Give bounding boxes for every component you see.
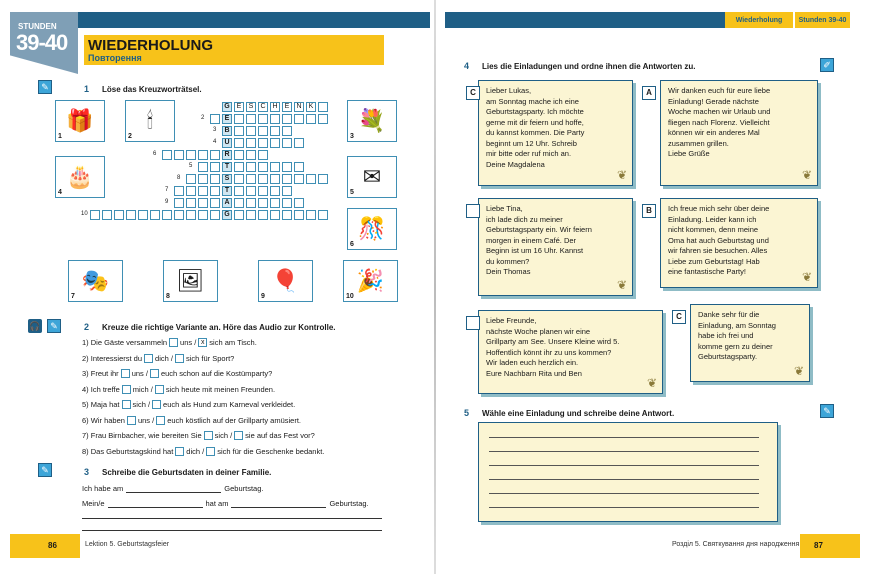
crossword-cell[interactable] [258, 174, 268, 184]
picture-number: 2 [128, 133, 132, 140]
crossword-cell[interactable] [246, 114, 256, 124]
crossword-cell[interactable] [210, 198, 220, 208]
ex2-number: 2 [84, 322, 90, 332]
crossword-solution-cell: U [222, 138, 232, 148]
crossword-cell[interactable] [90, 210, 100, 220]
ornament-icon: ❦ [802, 168, 813, 182]
crossword-cell[interactable] [234, 150, 244, 160]
ex2-option: sich für Sport? [185, 353, 235, 363]
right-lesson-tag: Stunden 39-40 [795, 12, 850, 28]
picture-icon: 🎈 [271, 268, 300, 293]
checkbox[interactable] [144, 354, 153, 363]
crossword-cell[interactable] [210, 174, 220, 184]
crossword-picture [163, 260, 218, 302]
crossword-cell[interactable] [234, 186, 244, 196]
card-text [486, 86, 627, 170]
crossword-solution-cell: T [222, 162, 232, 172]
picture-number: 5 [350, 189, 354, 196]
ex2-option: sich / [214, 431, 233, 440]
crossword-cell[interactable] [150, 210, 160, 220]
crossword-filled-cell: E [234, 102, 244, 112]
crossword-clue-number: 8 [177, 175, 181, 181]
crossword-clue-number: 6 [153, 151, 157, 157]
card-text [486, 204, 627, 278]
ex2-option: euch schon auf die Kostümparty? [160, 369, 273, 378]
ornament-icon: ❦ [617, 168, 628, 182]
crossword-cell[interactable] [294, 198, 304, 208]
ex3-blank[interactable] [231, 499, 326, 508]
picture-icon: 💐 [358, 108, 386, 133]
page-title: WIEDERHOLUNG [88, 37, 213, 54]
writing-line[interactable] [489, 493, 759, 494]
writing-line[interactable] [489, 479, 759, 480]
picture-icon: 🎭 [81, 268, 110, 293]
crossword-cell[interactable] [210, 114, 220, 124]
lesson-label: STUNDEN [18, 22, 57, 31]
card-line: zusammen grillen. [668, 138, 729, 148]
top-bar-left [45, 12, 430, 28]
ex3-text: Ich habe am [82, 484, 124, 493]
crossword-cell[interactable] [234, 174, 244, 184]
writing-line[interactable] [489, 465, 759, 466]
ex3-text: Geburtstag. [329, 499, 369, 508]
page-number-left: 86 [48, 541, 57, 550]
card-line: Dein Thomas [486, 267, 531, 276]
crossword-cell[interactable] [186, 198, 196, 208]
card-line: Geburtstagsparty ein. Wir feiern [486, 225, 592, 234]
checkbox[interactable] [175, 354, 184, 363]
crossword-cell[interactable] [294, 162, 304, 172]
card-text [698, 310, 804, 363]
card-line: morgen in einem Café. Der [486, 235, 577, 245]
crossword-cell[interactable] [174, 210, 184, 220]
ex1-number: 1 [84, 84, 90, 94]
checkbox[interactable] [121, 369, 130, 378]
card-line: Beginn ist um 16 Uhr. Kannst [486, 246, 584, 255]
card-line: Eure Nachbarn Rita und Ben [486, 368, 582, 378]
crossword-cell[interactable] [282, 138, 292, 148]
picture-number: 3 [350, 133, 354, 140]
card-line: Grillparty am See. Unsere Kleine wird 5. [486, 337, 620, 346]
card-line: nächste Woche planen wir eine [486, 326, 591, 336]
crossword-cell[interactable] [258, 114, 268, 124]
writing-line[interactable] [489, 437, 759, 438]
crossword-cell[interactable] [306, 210, 316, 220]
crossword-solution-cell: G [222, 102, 232, 112]
checkbox[interactable] [155, 385, 164, 394]
crossword-cell[interactable] [210, 186, 220, 196]
card-line: Liebe zum Geburtstag! Hab [668, 256, 760, 266]
card-line: können wir ein anderes Mal [668, 128, 760, 137]
ex2-text: 7) Frau Birnbacher, wie bereiten Sie [82, 431, 202, 440]
picture-icon: ✉ [362, 164, 382, 189]
card-line: Liebe Grüße [668, 149, 710, 158]
ex4-number: 4 [464, 61, 470, 71]
card-line: Lieber Lukas, [486, 86, 532, 95]
crossword-clue-number: 10 [81, 211, 88, 217]
card-line: Liebe Freunde, [486, 316, 537, 325]
ex2-item [82, 431, 315, 440]
crossword-cell[interactable] [246, 210, 256, 220]
ex2-option: uns / [131, 369, 148, 378]
crossword-cell[interactable] [198, 162, 208, 172]
picture-icon: 🎂 [66, 164, 94, 189]
ex2-item [82, 385, 275, 394]
crossword-cell[interactable] [234, 126, 244, 136]
pencil-icon: ✎ [47, 319, 61, 333]
crossword-filled-cell: H [270, 102, 280, 112]
crossword-clue-number: 5 [189, 163, 193, 169]
crossword-cell[interactable] [210, 162, 220, 172]
ex2-option: mich / [132, 384, 153, 394]
answer-letter-box[interactable] [466, 316, 480, 330]
ornament-icon: ❦ [802, 270, 813, 284]
crossword-filled-cell: N [294, 102, 304, 112]
ex2-item [82, 338, 257, 347]
checkbox[interactable] [150, 369, 159, 378]
crossword-picture [125, 100, 175, 142]
picture-icon: 🖼 [176, 268, 205, 293]
crossword-cell[interactable] [258, 138, 268, 148]
card-line: beginnt um 12 Uhr. Schreib [486, 138, 577, 148]
footer-bar-right [800, 534, 860, 558]
crossword-cell[interactable] [294, 174, 304, 184]
ex2-instruction: Kreuze die richtige Variante an. Höre das Audio zur Kontrolle. [102, 323, 336, 332]
crossword-cell[interactable] [234, 198, 244, 208]
crossword-cell[interactable] [126, 210, 136, 220]
crossword-cell[interactable] [174, 186, 184, 196]
ex3-text: hat am [205, 499, 229, 508]
card-text [486, 316, 657, 379]
picture-number: 10 [346, 293, 354, 300]
crossword-cell[interactable] [186, 210, 196, 220]
ex2-text: 1) Die Gäste versammeln [82, 338, 168, 347]
crossword-cell[interactable] [198, 210, 208, 220]
crossword-cell[interactable] [270, 186, 280, 196]
crossword-cell[interactable] [318, 174, 328, 184]
crossword-cell[interactable] [282, 198, 292, 208]
picture-number: 4 [58, 189, 62, 196]
checkbox[interactable] [122, 385, 131, 394]
crossword-solution-cell: G [222, 210, 232, 220]
card-line: Deine Magdalena [486, 159, 545, 169]
ex2-option: uns / [180, 338, 197, 347]
checkbox[interactable] [127, 416, 136, 425]
crossword-cell[interactable] [246, 138, 256, 148]
writing-line[interactable] [82, 518, 382, 519]
pencil-icon: ✎ [38, 463, 52, 477]
ex2-text: 8) Das Geburtstagskind hat [82, 446, 174, 456]
writing-line[interactable] [82, 530, 382, 531]
ex2-option: euch als Hund zum Karneval verkleidet. [163, 400, 296, 409]
ex2-option: sie auf das Fest vor? [245, 431, 315, 440]
answer-letter: C [672, 310, 686, 324]
card-text [668, 204, 812, 278]
crossword-cell[interactable] [246, 198, 256, 208]
picture-number: 7 [71, 293, 75, 300]
picture-number: 8 [166, 293, 170, 300]
ex3-line1 [82, 484, 263, 493]
crossword-filled-cell: C [258, 102, 268, 112]
crossword-picture [347, 156, 397, 198]
headphones-icon[interactable]: 🎧 [29, 321, 41, 331]
crossword-filled-cell: K [306, 102, 316, 112]
ex2-text: 5) Maja hat [82, 400, 120, 409]
ex3-text: Mein/e [82, 499, 105, 508]
crossword-cell[interactable] [270, 162, 280, 172]
ex2-option: sich für die Geschenke bedankt. [217, 446, 325, 456]
ex3-text: Geburtstag. [224, 484, 264, 493]
answer-letter: A [642, 86, 656, 100]
crossword-cell[interactable] [198, 174, 208, 184]
writing-line[interactable] [489, 507, 759, 508]
answer-letter: B [642, 204, 656, 218]
crossword-solution-cell: A [222, 198, 232, 208]
crossword-cell[interactable] [246, 150, 256, 160]
answer-letter-box[interactable] [466, 204, 480, 218]
card-line: mir bitte oder ruf mich an. [486, 149, 572, 158]
writing-line[interactable] [489, 451, 759, 452]
ex2-option: dich / [155, 353, 173, 363]
checkbox[interactable] [175, 447, 184, 456]
lesson-number: 39-40 [16, 30, 68, 55]
pencil-icon: ✎ [820, 404, 834, 418]
crossword-cell[interactable] [114, 210, 124, 220]
ex5-number: 5 [464, 408, 470, 418]
pencil-icon: ✎ [38, 80, 52, 94]
checkbox[interactable] [156, 416, 165, 425]
crossword-cell[interactable] [234, 114, 244, 124]
crossword-cell[interactable] [258, 162, 268, 172]
card-text [668, 86, 812, 160]
card-line: Oma hat auch Geburtstag und [668, 235, 769, 245]
card-line: Einladung, am Sonntag [698, 320, 776, 330]
ex2-option: dich / [186, 446, 205, 456]
checkbox[interactable] [152, 400, 161, 409]
crossword-solution-cell: E [222, 114, 232, 124]
crossword-cell[interactable] [258, 210, 268, 220]
card-line: Danke sehr für die [698, 310, 760, 319]
ex2-option: sich heute mit meinen Freunden. [165, 384, 276, 394]
ex4-instruction: Lies die Einladungen und ordne ihnen die Antworten zu. [482, 62, 696, 71]
crossword-cell[interactable] [306, 174, 316, 184]
crossword-cell[interactable] [186, 186, 196, 196]
checkbox[interactable] [122, 400, 131, 409]
crossword-cell[interactable] [282, 174, 292, 184]
ex2-item [82, 400, 295, 409]
ex2-item [82, 447, 324, 456]
ex3-blank[interactable] [108, 499, 203, 508]
crossword-cell[interactable] [198, 186, 208, 196]
card-line: Geburtstagsparty. Ich möchte [486, 107, 584, 116]
card-line: am Sonntag mache ich eine [486, 96, 579, 106]
ornament-icon: ❦ [647, 376, 658, 390]
ex3-line2 [82, 499, 369, 508]
ornament-icon: ❦ [617, 278, 628, 292]
page-number-right: 87 [814, 541, 823, 550]
crossword-cell[interactable] [294, 114, 304, 124]
crossword-cell[interactable] [318, 210, 328, 220]
crossword-cell[interactable] [270, 210, 280, 220]
crossword-cell[interactable] [246, 186, 256, 196]
crossword-clue-number: 2 [201, 115, 205, 121]
crossword-clue-number: 7 [165, 187, 169, 193]
crossword-picture [347, 100, 397, 142]
ex2-option: sich / [132, 400, 151, 409]
answer-box[interactable] [478, 422, 778, 522]
card-line: eine fantastische Party! [668, 267, 746, 276]
crossword-cell[interactable] [210, 210, 220, 220]
card-line: Woche machen wir Urlaub und [668, 107, 771, 116]
checkbox[interactable]: x [198, 338, 207, 347]
crossword-cell[interactable] [234, 138, 244, 148]
ornament-icon: ❦ [794, 364, 805, 378]
card-line: Wir danken euch für eure liebe [668, 86, 771, 95]
crossword-cell[interactable] [102, 210, 112, 220]
crossword-picture [258, 260, 313, 302]
card-line: du kommen? [486, 256, 530, 266]
crossword-cell[interactable] [210, 150, 220, 160]
card-line: Einladung! Gerade nächste [668, 96, 759, 106]
ex2-item [82, 416, 301, 425]
crossword-cell[interactable] [258, 126, 268, 136]
page-subtitle: Повторення [88, 53, 142, 63]
crossword-picture [55, 100, 105, 142]
crossword-cell[interactable] [174, 198, 184, 208]
crossword-cell[interactable] [282, 162, 292, 172]
crossword-cell[interactable] [282, 126, 292, 136]
crossword-cell[interactable] [270, 174, 280, 184]
crossword-cell[interactable] [258, 198, 268, 208]
card-line: nicht kommen, denn meine [668, 225, 759, 234]
crossword-clue-number: 3 [213, 127, 217, 133]
crossword-cell[interactable] [306, 114, 316, 124]
crossword-cell[interactable] [246, 126, 256, 136]
card-line: Wir laden euch herzlich ein. [486, 358, 579, 367]
crossword-cell[interactable] [270, 138, 280, 148]
crossword-cell[interactable] [186, 174, 196, 184]
ex5-instruction: Wähle eine Einladung und schreibe deine Antwort. [482, 409, 675, 418]
picture-icon: 🕯 [146, 108, 154, 133]
card-line: du kannst kommen. Die Party [486, 128, 585, 137]
crossword-filled-cell: S [246, 102, 256, 112]
crossword-cell[interactable] [270, 114, 280, 124]
crossword-cell[interactable] [198, 150, 208, 160]
card-line: komme gern zu deiner [698, 341, 773, 351]
ex3-blank[interactable] [126, 484, 221, 493]
crossword-cell[interactable] [138, 210, 148, 220]
ex3-instruction: Schreibe die Geburtsdaten in deiner Familie. [102, 468, 272, 477]
card-line: Einladung. Leider kann ich [668, 214, 757, 224]
card-line: Hoffentlich könnt ihr zu uns kommen? [486, 347, 612, 357]
ex2-item [82, 369, 272, 378]
crossword-cell[interactable] [282, 186, 292, 196]
footer-text-left: Lektion 5. Geburtstagsfeier [85, 541, 170, 548]
card-line: fliegen nach Florenz. Vielleicht [668, 117, 770, 127]
crossword-cell[interactable] [162, 210, 172, 220]
crossword-solution-cell: R [222, 150, 232, 160]
checkbox[interactable] [204, 431, 213, 440]
crossword-cell[interactable] [294, 210, 304, 220]
picture-icon: 🎁 [66, 108, 94, 133]
crossword-cell[interactable] [162, 150, 172, 160]
picture-icon: 🎊 [358, 216, 386, 241]
card-line: wir fahren sie besuchen. Alles [668, 246, 768, 255]
picture-number: 1 [58, 133, 62, 140]
crossword-picture [347, 208, 397, 250]
ex2-item [82, 354, 234, 363]
crossword-cell[interactable] [246, 162, 256, 172]
crossword-cell[interactable] [282, 210, 292, 220]
crossword-cell[interactable] [270, 198, 280, 208]
ex1-instruction: Löse das Kreuzworträtsel. [102, 85, 202, 94]
crossword-clue-number: 9 [165, 199, 169, 205]
checkbox[interactable] [206, 447, 215, 456]
right-section-tag: Wiederholung [725, 12, 793, 28]
card-line: ich lade dich zu meiner [486, 214, 563, 224]
checkbox[interactable] [234, 431, 243, 440]
card-line: Geburtstagsparty. [698, 352, 758, 361]
ex2-text: 6) Wir haben [82, 415, 125, 425]
crossword-picture [343, 260, 398, 302]
footer-text-right: Розділ 5. Святкування дня народження [672, 541, 800, 548]
card-line: Ich freue mich sehr über deine [668, 204, 770, 213]
ex3-number: 3 [84, 467, 90, 477]
crossword-cell[interactable] [258, 150, 268, 160]
ex2-option: uns / [137, 415, 155, 425]
ex2-option: sich am Tisch. [209, 338, 257, 347]
crossword-solution-cell: B [222, 126, 232, 136]
card-line: gerne mit dir feiern und hoffe, [486, 117, 584, 127]
crossword-cell[interactable] [294, 138, 304, 148]
crossword-cell[interactable] [234, 210, 244, 220]
crossword-picture [68, 260, 123, 302]
crossword-cell[interactable] [246, 174, 256, 184]
crossword-filled-cell [318, 102, 328, 112]
crossword-cell[interactable] [270, 126, 280, 136]
picture-icon: 🎉 [356, 268, 385, 293]
card-line: Liebe Tina, [486, 204, 523, 213]
checkbox[interactable] [169, 338, 178, 347]
crossword-cell[interactable] [234, 162, 244, 172]
crossword-cell[interactable] [174, 150, 184, 160]
picture-number: 9 [261, 293, 265, 300]
ex2-option: euch köstlich auf der Grillparty amüsiert. [167, 415, 302, 425]
page-spine [434, 0, 436, 574]
crossword-cell[interactable] [318, 114, 328, 124]
ex2-text: 2) Interessierst du [82, 353, 143, 363]
ex2-text: 4) Ich treffe [82, 384, 120, 394]
card-line: habe ich frei und [698, 331, 754, 340]
crossword-cell[interactable] [198, 198, 208, 208]
ex2-text: 3) Freut ihr [82, 369, 119, 378]
book-icon: ✐ [820, 58, 834, 72]
answer-letter-box[interactable]: C [466, 86, 480, 100]
picture-number: 6 [350, 241, 354, 248]
crossword-solution-cell: S [222, 174, 232, 184]
crossword-cell[interactable] [282, 114, 292, 124]
crossword-picture [55, 156, 105, 198]
crossword-filled-cell: E [282, 102, 292, 112]
crossword-solution-cell: T [222, 186, 232, 196]
crossword-cell[interactable] [186, 150, 196, 160]
footer-bar-left [10, 534, 80, 558]
crossword-clue-number: 4 [213, 139, 217, 145]
crossword-cell[interactable] [258, 186, 268, 196]
